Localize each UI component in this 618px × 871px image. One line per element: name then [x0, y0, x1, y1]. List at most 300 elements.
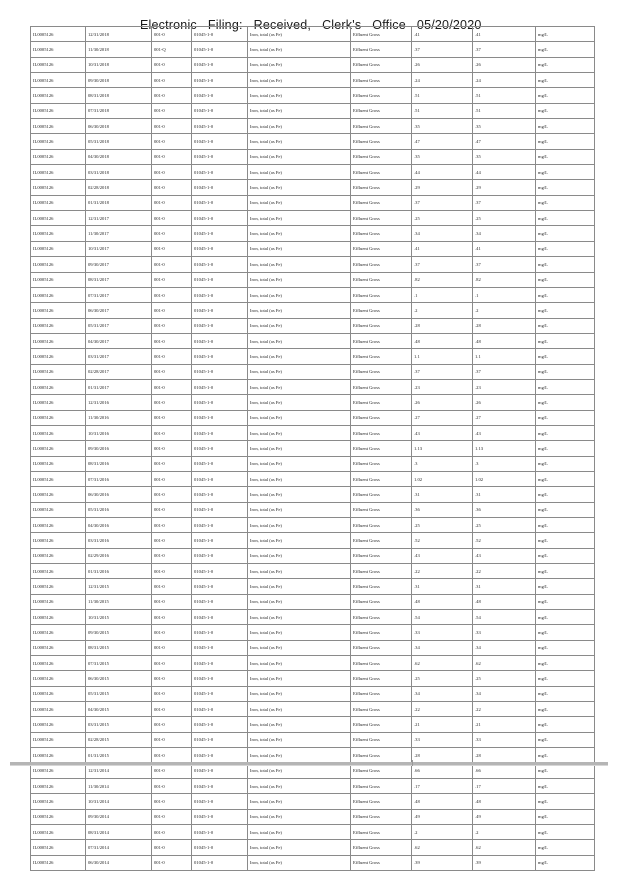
period-end-date-cell: 05/31/2015	[86, 686, 152, 701]
maximum-value-cell: .34	[473, 640, 536, 655]
average-value-cell: .41	[412, 241, 473, 256]
unit-cell: mg/L	[536, 303, 595, 318]
unit-cell: mg/L	[536, 671, 595, 686]
outfall-cell: 001-0	[152, 610, 192, 625]
maximum-value-cell: .43	[473, 548, 536, 563]
period-end-date-cell: 09/30/2014	[86, 809, 152, 824]
unit-cell: mg/L	[536, 717, 595, 732]
parameter-code-cell: 01045-1-0	[192, 702, 248, 717]
average-value-cell: .2	[412, 824, 473, 839]
outfall-cell: 001-0	[152, 594, 192, 609]
parameter-name-cell: Iron, total (as Fe)	[248, 395, 351, 410]
outfall-cell: 001-0	[152, 195, 192, 210]
parameter-name-cell: Iron, total (as Fe)	[248, 778, 351, 793]
period-end-date-cell: 04/30/2017	[86, 333, 152, 348]
parameter-code-cell: 01045-1-0	[192, 456, 248, 471]
parameter-name-cell: Iron, total (as Fe)	[248, 487, 351, 502]
unit-cell: mg/L	[536, 533, 595, 548]
parameter-code-cell: 01045-1-0	[192, 42, 248, 57]
average-value-cell: .1	[412, 287, 473, 302]
unit-cell: mg/L	[536, 610, 595, 625]
permit-id-cell: IL0005126	[31, 165, 86, 180]
period-end-date-cell: 01/31/2017	[86, 379, 152, 394]
permit-id-cell: IL0005126	[31, 73, 86, 88]
average-value-cell: .36	[412, 502, 473, 517]
outfall-cell: 001-0	[152, 364, 192, 379]
maximum-value-cell: .49	[473, 809, 536, 824]
location-cell: Effluent Gross	[351, 379, 412, 394]
location-cell: Effluent Gross	[351, 257, 412, 272]
permit-id-cell: IL0005126	[31, 610, 86, 625]
parameter-code-cell: 01045-1-0	[192, 257, 248, 272]
table-row	[31, 778, 595, 793]
average-value-cell: .25	[412, 518, 473, 533]
permit-id-cell: IL0005126	[31, 518, 86, 533]
parameter-name-cell: Iron, total (as Fe)	[248, 717, 351, 732]
parameter-name-cell: Iron, total (as Fe)	[248, 211, 351, 226]
maximum-value-cell: .51	[473, 103, 536, 118]
maximum-value-cell: .28	[473, 748, 536, 763]
unit-cell: mg/L	[536, 778, 595, 793]
outfall-cell: 001-0	[152, 809, 192, 824]
period-end-date-cell: 06/30/2014	[86, 855, 152, 870]
parameter-code-cell: 01045-1-0	[192, 640, 248, 655]
unit-cell: mg/L	[536, 594, 595, 609]
table-row	[31, 471, 595, 486]
maximum-value-cell: .82	[473, 272, 536, 287]
period-end-date-cell: 02/29/2016	[86, 548, 152, 563]
table-row	[31, 518, 595, 533]
parameter-code-cell: 01045-1-0	[192, 165, 248, 180]
maximum-value-cell: .35	[473, 119, 536, 134]
parameter-name-cell: Iron, total (as Fe)	[248, 287, 351, 302]
discharge-data-table	[30, 26, 595, 871]
unit-cell: mg/L	[536, 73, 595, 88]
average-value-cell: .82	[412, 272, 473, 287]
period-end-date-cell: 08/31/2016	[86, 456, 152, 471]
location-cell: Effluent Gross	[351, 119, 412, 134]
parameter-code-cell: 01045-1-0	[192, 732, 248, 747]
unit-cell: mg/L	[536, 364, 595, 379]
outfall-cell: 001-0	[152, 533, 192, 548]
table-row	[31, 640, 595, 655]
parameter-name-cell: Iron, total (as Fe)	[248, 73, 351, 88]
period-end-date-cell: 02/28/2017	[86, 364, 152, 379]
average-value-cell: .33	[412, 625, 473, 640]
table-row	[31, 441, 595, 456]
average-value-cell: .44	[412, 165, 473, 180]
permit-id-cell: IL0005126	[31, 594, 86, 609]
permit-id-cell: IL0005126	[31, 748, 86, 763]
location-cell: Effluent Gross	[351, 748, 412, 763]
parameter-name-cell: Iron, total (as Fe)	[248, 702, 351, 717]
permit-id-cell: IL0005126	[31, 272, 86, 287]
parameter-name-cell: Iron, total (as Fe)	[248, 686, 351, 701]
outfall-cell: 001-0	[152, 487, 192, 502]
period-end-date-cell: 10/31/2016	[86, 425, 152, 440]
maximum-value-cell: .41	[473, 241, 536, 256]
outfall-cell: 001-0	[152, 518, 192, 533]
permit-id-cell: IL0005126	[31, 824, 86, 839]
period-end-date-cell: 10/31/2017	[86, 241, 152, 256]
average-value-cell: .33	[412, 732, 473, 747]
parameter-code-cell: 01045-1-0	[192, 272, 248, 287]
parameter-code-cell: 01045-1-0	[192, 57, 248, 72]
period-end-date-cell: 12/31/2018	[86, 27, 152, 42]
period-end-date-cell: 11/30/2014	[86, 778, 152, 793]
parameter-code-cell: 01045-1-0	[192, 502, 248, 517]
period-end-date-cell: 10/31/2014	[86, 794, 152, 809]
parameter-code-cell: 01045-1-0	[192, 27, 248, 42]
scan-artifact-line	[10, 765, 608, 766]
period-end-date-cell: 06/30/2016	[86, 487, 152, 502]
location-cell: Effluent Gross	[351, 103, 412, 118]
outfall-cell: 001-0	[152, 395, 192, 410]
location-cell: Effluent Gross	[351, 272, 412, 287]
maximum-value-cell: .39	[473, 855, 536, 870]
average-value-cell: .28	[412, 318, 473, 333]
parameter-code-cell: 01045-1-0	[192, 487, 248, 502]
outfall-cell: 001-0	[152, 640, 192, 655]
maximum-value-cell: 1.13	[473, 441, 536, 456]
average-value-cell: .48	[412, 594, 473, 609]
location-cell: Effluent Gross	[351, 717, 412, 732]
table-row	[31, 272, 595, 287]
location-cell: Effluent Gross	[351, 395, 412, 410]
maximum-value-cell: .48	[473, 333, 536, 348]
table-row	[31, 226, 595, 241]
average-value-cell: .28	[412, 748, 473, 763]
permit-id-cell: IL0005126	[31, 134, 86, 149]
maximum-value-cell: 1.02	[473, 471, 536, 486]
parameter-code-cell: 01045-1-0	[192, 134, 248, 149]
maximum-value-cell: .23	[473, 379, 536, 394]
parameter-name-cell: Iron, total (as Fe)	[248, 809, 351, 824]
average-value-cell: .31	[412, 579, 473, 594]
table-row	[31, 27, 595, 42]
parameter-name-cell: Iron, total (as Fe)	[248, 364, 351, 379]
outfall-cell: 001-0	[152, 840, 192, 855]
parameter-name-cell: Iron, total (as Fe)	[248, 840, 351, 855]
location-cell: Effluent Gross	[351, 518, 412, 533]
maximum-value-cell: .43	[473, 425, 536, 440]
outfall-cell: 001-0	[152, 778, 192, 793]
parameter-code-cell: 01045-1-0	[192, 318, 248, 333]
unit-cell: mg/L	[536, 748, 595, 763]
parameter-name-cell: Iron, total (as Fe)	[248, 195, 351, 210]
average-value-cell: .51	[412, 88, 473, 103]
permit-id-cell: IL0005126	[31, 379, 86, 394]
parameter-code-cell: 01045-1-0	[192, 103, 248, 118]
maximum-value-cell: .37	[473, 42, 536, 57]
permit-id-cell: IL0005126	[31, 794, 86, 809]
maximum-value-cell: .52	[473, 533, 536, 548]
location-cell: Effluent Gross	[351, 656, 412, 671]
parameter-code-cell: 01045-1-0	[192, 180, 248, 195]
maximum-value-cell: .35	[473, 149, 536, 164]
permit-id-cell: IL0005126	[31, 640, 86, 655]
maximum-value-cell: .31	[473, 487, 536, 502]
table-row	[31, 57, 595, 72]
permit-id-cell: IL0005126	[31, 502, 86, 517]
table-row	[31, 73, 595, 88]
maximum-value-cell: .48	[473, 794, 536, 809]
parameter-code-cell: 01045-1-0	[192, 211, 248, 226]
average-value-cell: .51	[412, 103, 473, 118]
outfall-cell: 001-0	[152, 579, 192, 594]
unit-cell: mg/L	[536, 686, 595, 701]
maximum-value-cell: .1	[473, 287, 536, 302]
parameter-code-cell: 01045-1-0	[192, 794, 248, 809]
location-cell: Effluent Gross	[351, 594, 412, 609]
location-cell: Effluent Gross	[351, 287, 412, 302]
maximum-value-cell: .22	[473, 702, 536, 717]
parameter-name-cell: Iron, total (as Fe)	[248, 318, 351, 333]
table-row	[31, 456, 595, 471]
permit-id-cell: IL0005126	[31, 211, 86, 226]
location-cell: Effluent Gross	[351, 579, 412, 594]
parameter-name-cell: Iron, total (as Fe)	[248, 165, 351, 180]
table-row	[31, 103, 595, 118]
permit-id-cell: IL0005126	[31, 318, 86, 333]
location-cell: Effluent Gross	[351, 303, 412, 318]
parameter-name-cell: Iron, total (as Fe)	[248, 456, 351, 471]
permit-id-cell: IL0005126	[31, 303, 86, 318]
maximum-value-cell: .3	[473, 456, 536, 471]
period-end-date-cell: 07/31/2018	[86, 103, 152, 118]
outfall-cell: 001-0	[152, 272, 192, 287]
location-cell: Effluent Gross	[351, 548, 412, 563]
unit-cell: mg/L	[536, 195, 595, 210]
parameter-code-cell: 01045-1-0	[192, 241, 248, 256]
parameter-code-cell: 01045-1-0	[192, 763, 248, 778]
parameter-name-cell: Iron, total (as Fe)	[248, 794, 351, 809]
parameter-name-cell: Iron, total (as Fe)	[248, 671, 351, 686]
average-value-cell: .35	[412, 149, 473, 164]
maximum-value-cell: .48	[473, 594, 536, 609]
table-row	[31, 241, 595, 256]
permit-id-cell: IL0005126	[31, 625, 86, 640]
filing-stamp: Electronic Filing: Received, Clerk's Office 05/20/2020	[140, 18, 482, 32]
unit-cell: mg/L	[536, 42, 595, 57]
outfall-cell: 001-0	[152, 180, 192, 195]
table-row	[31, 180, 595, 195]
period-end-date-cell: 08/31/2015	[86, 640, 152, 655]
unit-cell: mg/L	[536, 333, 595, 348]
outfall-cell: 001-0	[152, 211, 192, 226]
table-row	[31, 579, 595, 594]
average-value-cell: .43	[412, 548, 473, 563]
parameter-code-cell: 01045-1-0	[192, 471, 248, 486]
outfall-cell: 001-0	[152, 134, 192, 149]
maximum-value-cell: .54	[473, 610, 536, 625]
maximum-value-cell: .24	[473, 73, 536, 88]
average-value-cell: .2	[412, 303, 473, 318]
table-row	[31, 287, 595, 302]
location-cell: Effluent Gross	[351, 794, 412, 809]
table-row	[31, 502, 595, 517]
maximum-value-cell: .62	[473, 840, 536, 855]
location-cell: Effluent Gross	[351, 27, 412, 42]
period-end-date-cell: 07/31/2017	[86, 287, 152, 302]
location-cell: Effluent Gross	[351, 226, 412, 241]
outfall-cell: 001-0	[152, 333, 192, 348]
period-end-date-cell: 09/30/2015	[86, 625, 152, 640]
table-row	[31, 395, 595, 410]
parameter-code-cell: 01045-1-0	[192, 564, 248, 579]
parameter-code-cell: 01045-1-0	[192, 441, 248, 456]
period-end-date-cell: 08/31/2017	[86, 272, 152, 287]
maximum-value-cell: .66	[473, 763, 536, 778]
parameter-name-cell: Iron, total (as Fe)	[248, 502, 351, 517]
permit-id-cell: IL0005126	[31, 533, 86, 548]
parameter-code-cell: 01045-1-0	[192, 671, 248, 686]
unit-cell: mg/L	[536, 57, 595, 72]
location-cell: Effluent Gross	[351, 318, 412, 333]
maximum-value-cell: .33	[473, 732, 536, 747]
table-row	[31, 425, 595, 440]
table-row	[31, 88, 595, 103]
outfall-cell: 001-0	[152, 656, 192, 671]
period-end-date-cell: 05/31/2017	[86, 318, 152, 333]
outfall-cell: 001-0	[152, 410, 192, 425]
parameter-name-cell: Iron, total (as Fe)	[248, 579, 351, 594]
location-cell: Effluent Gross	[351, 73, 412, 88]
unit-cell: mg/L	[536, 27, 595, 42]
average-value-cell: .37	[412, 364, 473, 379]
permit-id-cell: IL0005126	[31, 349, 86, 364]
table-row	[31, 211, 595, 226]
outfall-cell: 001-0	[152, 564, 192, 579]
parameter-name-cell: Iron, total (as Fe)	[248, 134, 351, 149]
period-end-date-cell: 01/31/2018	[86, 195, 152, 210]
table-row	[31, 610, 595, 625]
period-end-date-cell: 10/31/2015	[86, 610, 152, 625]
location-cell: Effluent Gross	[351, 241, 412, 256]
table-row	[31, 533, 595, 548]
period-end-date-cell: 01/31/2016	[86, 564, 152, 579]
period-end-date-cell: 04/30/2016	[86, 518, 152, 533]
period-end-date-cell: 11/30/2017	[86, 226, 152, 241]
outfall-cell: 001-0	[152, 318, 192, 333]
maximum-value-cell: .33	[473, 625, 536, 640]
parameter-code-cell: 01045-1-0	[192, 610, 248, 625]
permit-id-cell: IL0005126	[31, 257, 86, 272]
outfall-cell: 001-0	[152, 57, 192, 72]
permit-id-cell: IL0005126	[31, 103, 86, 118]
permit-id-cell: IL0005126	[31, 471, 86, 486]
maximum-value-cell: .25	[473, 211, 536, 226]
location-cell: Effluent Gross	[351, 471, 412, 486]
unit-cell: mg/L	[536, 149, 595, 164]
parameter-name-cell: Iron, total (as Fe)	[248, 333, 351, 348]
outfall-cell: 001-0	[152, 425, 192, 440]
unit-cell: mg/L	[536, 257, 595, 272]
maximum-value-cell: .37	[473, 364, 536, 379]
unit-cell: mg/L	[536, 702, 595, 717]
location-cell: Effluent Gross	[351, 809, 412, 824]
unit-cell: mg/L	[536, 88, 595, 103]
period-end-date-cell: 08/31/2014	[86, 824, 152, 839]
outfall-cell: 001-0	[152, 686, 192, 701]
permit-id-cell: IL0005126	[31, 226, 86, 241]
average-value-cell: .22	[412, 564, 473, 579]
location-cell: Effluent Gross	[351, 333, 412, 348]
permit-id-cell: IL0005126	[31, 686, 86, 701]
parameter-code-cell: 01045-1-0	[192, 548, 248, 563]
location-cell: Effluent Gross	[351, 778, 412, 793]
outfall-cell: 001-0	[152, 456, 192, 471]
permit-id-cell: IL0005126	[31, 671, 86, 686]
parameter-name-cell: Iron, total (as Fe)	[248, 226, 351, 241]
period-end-date-cell: 04/30/2015	[86, 702, 152, 717]
location-cell: Effluent Gross	[351, 88, 412, 103]
period-end-date-cell: 12/31/2014	[86, 763, 152, 778]
average-value-cell: .25	[412, 671, 473, 686]
table-row	[31, 625, 595, 640]
location-cell: Effluent Gross	[351, 149, 412, 164]
period-end-date-cell: 07/31/2015	[86, 656, 152, 671]
location-cell: Effluent Gross	[351, 840, 412, 855]
parameter-name-cell: Iron, total (as Fe)	[248, 303, 351, 318]
unit-cell: mg/L	[536, 732, 595, 747]
location-cell: Effluent Gross	[351, 456, 412, 471]
unit-cell: mg/L	[536, 395, 595, 410]
scan-artifact-tick	[412, 760, 413, 766]
outfall-cell: 001-0	[152, 379, 192, 394]
average-value-cell: .48	[412, 333, 473, 348]
location-cell: Effluent Gross	[351, 441, 412, 456]
average-value-cell: .34	[412, 640, 473, 655]
location-cell: Effluent Gross	[351, 42, 412, 57]
table-row	[31, 257, 595, 272]
parameter-name-cell: Iron, total (as Fe)	[248, 425, 351, 440]
parameter-code-cell: 01045-1-0	[192, 287, 248, 302]
table-row	[31, 748, 595, 763]
location-cell: Effluent Gross	[351, 763, 412, 778]
permit-id-cell: IL0005126	[31, 456, 86, 471]
period-end-date-cell: 02/28/2015	[86, 732, 152, 747]
outfall-cell: 001-0	[152, 763, 192, 778]
table-row	[31, 686, 595, 701]
parameter-code-cell: 01045-1-0	[192, 518, 248, 533]
parameter-name-cell: Iron, total (as Fe)	[248, 732, 351, 747]
unit-cell: mg/L	[536, 824, 595, 839]
parameter-name-cell: Iron, total (as Fe)	[248, 471, 351, 486]
permit-id-cell: IL0005126	[31, 487, 86, 502]
table-row	[31, 656, 595, 671]
location-cell: Effluent Gross	[351, 732, 412, 747]
outfall-cell: 001-0	[152, 165, 192, 180]
permit-id-cell: IL0005126	[31, 57, 86, 72]
location-cell: Effluent Gross	[351, 855, 412, 870]
outfall-cell: 001-0	[152, 671, 192, 686]
location-cell: Effluent Gross	[351, 487, 412, 502]
maximum-value-cell: .22	[473, 564, 536, 579]
unit-cell: mg/L	[536, 287, 595, 302]
parameter-code-cell: 01045-1-0	[192, 594, 248, 609]
permit-id-cell: IL0005126	[31, 763, 86, 778]
parameter-code-cell: 01045-1-0	[192, 88, 248, 103]
location-cell: Effluent Gross	[351, 349, 412, 364]
location-cell: Effluent Gross	[351, 640, 412, 655]
parameter-name-cell: Iron, total (as Fe)	[248, 564, 351, 579]
table-row	[31, 165, 595, 180]
location-cell: Effluent Gross	[351, 57, 412, 72]
period-end-date-cell: 12/31/2017	[86, 211, 152, 226]
period-end-date-cell: 11/30/2018	[86, 42, 152, 57]
unit-cell: mg/L	[536, 564, 595, 579]
